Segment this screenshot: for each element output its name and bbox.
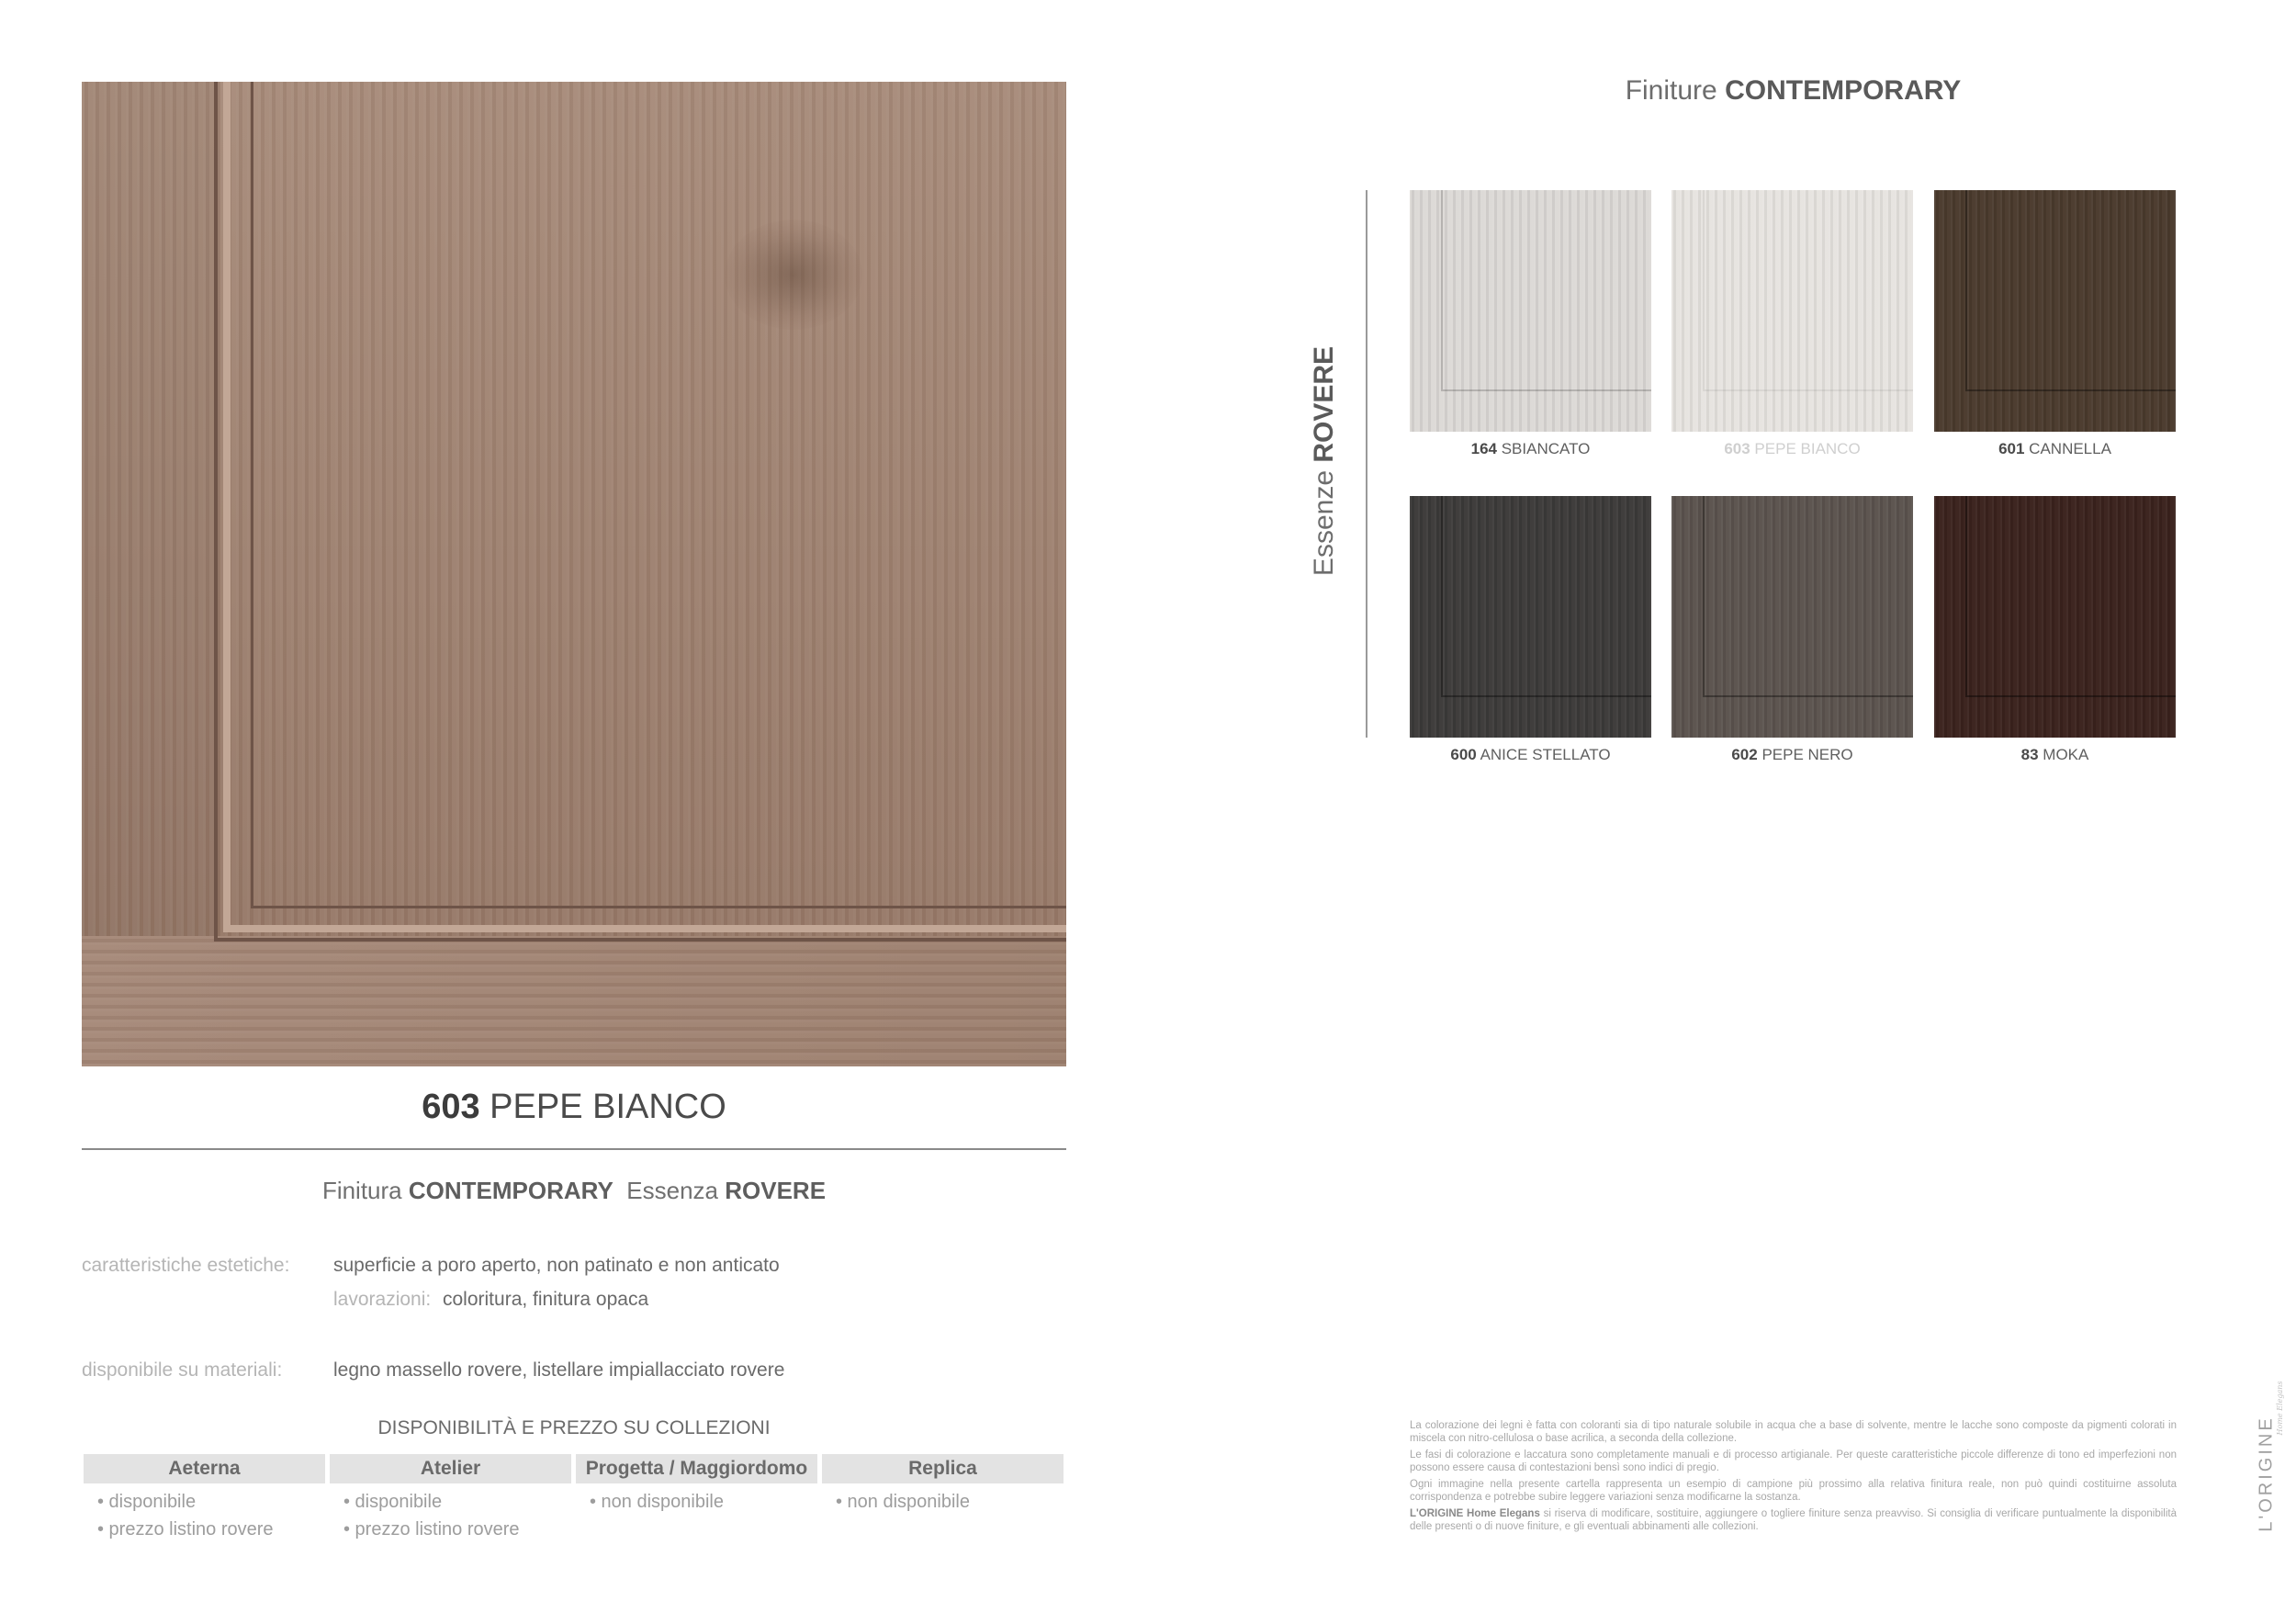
essenza-value: ROVERE bbox=[725, 1177, 827, 1204]
brand-name: L'ORIGINE bbox=[2256, 1415, 2277, 1532]
finishes-heading-bold: CONTEMPORARY bbox=[1725, 75, 1962, 106]
finish-subtitle bbox=[82, 1177, 1066, 1205]
swatch-label-600: 600 ANICE STELLATO bbox=[1450, 746, 1611, 763]
swatch-601-cannella[interactable] bbox=[1934, 190, 2176, 432]
moulding-horizontal-mid bbox=[223, 925, 1066, 932]
disclaimer-paragraph-1: La colorazione dei legni è fatta con coloranti sia di tipo naturale solubile in acqua che a base di solvente, mentre le lacche sono composte da pigmenti colorati in miscela con nitro-cellulosa o base acrilica, a seconda della collezione. bbox=[1410, 1420, 2177, 1444]
disclaimer-paragraph-2: Le fasi di colorazione e laccatura sono completamente manuali e di processo artigianale. Per queste caratteristiche piccole differenze di tono ed imperfezioni non possono essere causa di contestazioni bensì sono indici di pregio. bbox=[1410, 1449, 2177, 1473]
work-value: coloritura, finitura opaca bbox=[443, 1289, 649, 1310]
finitura-label: Finitura bbox=[321, 1177, 402, 1204]
disclaimer bbox=[1410, 1419, 2177, 1533]
atelier-price: • prezzo listino rovere bbox=[343, 1519, 520, 1539]
moulding-horizontal-outer bbox=[214, 938, 1066, 942]
moulding-vertical-inner bbox=[251, 82, 253, 908]
moulding-vertical-mid bbox=[223, 82, 231, 932]
finitura-value: CONTEMPORARY bbox=[408, 1177, 613, 1204]
swatch-603-pepe-bianco[interactable] bbox=[1671, 190, 1913, 432]
aesthetic-label: caratteristiche estetiche: bbox=[82, 1255, 290, 1276]
collection-header-atelier: Atelier bbox=[330, 1454, 571, 1483]
swatch-600-anice-stellato[interactable] bbox=[1410, 496, 1651, 738]
finish-name: PEPE BIANCO bbox=[490, 1088, 726, 1126]
finish-title bbox=[82, 1088, 1066, 1127]
essence-side-prefix: Essenze bbox=[1309, 469, 1339, 577]
progetta-availability: • non disponibile bbox=[590, 1492, 724, 1512]
disclaimer-brand: L'ORIGINE Home Elegans bbox=[1410, 1508, 1540, 1519]
finishes-heading-prefix: Finiture bbox=[1625, 75, 1717, 106]
swatch-label-164: 164 SBIANCATO bbox=[1470, 440, 1591, 457]
swatch-label-602: 602 PEPE NERO bbox=[1731, 746, 1853, 763]
title-divider bbox=[82, 1148, 1066, 1150]
collection-header-progetta: Progetta / Maggiordomo bbox=[576, 1454, 817, 1483]
finishes-heading bbox=[1410, 75, 2177, 107]
replica-availability: • non disponibile bbox=[836, 1492, 970, 1512]
swatch-label-83: 83 MOKA bbox=[2020, 746, 2089, 763]
aesthetic-value: superficie a poro aperto, non patinato e non anticato bbox=[333, 1255, 780, 1276]
panel-rail bbox=[82, 936, 1066, 1066]
main-finish-sample bbox=[82, 82, 1066, 1066]
brand-tagline: Home Elegans bbox=[2276, 1381, 2284, 1436]
swatch-164-sbiancato[interactable] bbox=[1410, 190, 1651, 432]
swatch-602-pepe-nero[interactable] bbox=[1671, 496, 1913, 738]
collection-header-aeterna: Aeterna bbox=[84, 1454, 325, 1483]
wood-knot bbox=[725, 220, 862, 330]
swatch-83-moka[interactable] bbox=[1934, 496, 2176, 738]
work-label: lavorazioni: bbox=[333, 1289, 432, 1310]
aeterna-price: • prezzo listino rovere bbox=[97, 1519, 274, 1539]
swatch-label-603: 603 PEPE BIANCO bbox=[1724, 440, 1861, 457]
aeterna-availability: • disponibile bbox=[97, 1492, 197, 1512]
side-divider bbox=[1366, 190, 1367, 738]
moulding-horizontal-inner bbox=[251, 906, 1066, 908]
essenza-label: Essenza bbox=[626, 1177, 718, 1204]
materials-label: disponibile su materiali: bbox=[82, 1359, 283, 1381]
finish-code: 603 bbox=[422, 1088, 480, 1126]
disclaimer-paragraph-3: Ogni immagine nella presente cartella rappresenta un esempio di campione più prossimo alla relativa finitura reale, non può quindi costituirne assoluta corrispondenza e potrebbe subire leggere variazioni senza modificarne la sostanza. bbox=[1410, 1479, 2177, 1503]
panel-stile bbox=[82, 82, 219, 1066]
disclaimer-paragraph-4: L'ORIGINE Home Elegans si riserva di modificare, sostituire, aggiungere o togliere finiture senza preavviso. Si consiglia di verificare puntualmente la disponibilità delle presenti o di nuove finiture, e gli eventuali abbinamenti alle collezioni. bbox=[1410, 1508, 2177, 1532]
moulding-vertical-outer bbox=[214, 82, 218, 942]
essence-side-bold: ROVERE bbox=[1309, 345, 1339, 463]
collection-header-replica: Replica bbox=[822, 1454, 1064, 1483]
collections-title: DISPONIBILITÀ E PREZZO SU COLLEZIONI bbox=[377, 1417, 771, 1438]
atelier-availability: • disponibile bbox=[343, 1492, 443, 1512]
swatch-label-601: 601 CANNELLA bbox=[1998, 440, 2111, 457]
materials-value: legno massello rovere, listellare impiallacciato rovere bbox=[333, 1359, 785, 1381]
